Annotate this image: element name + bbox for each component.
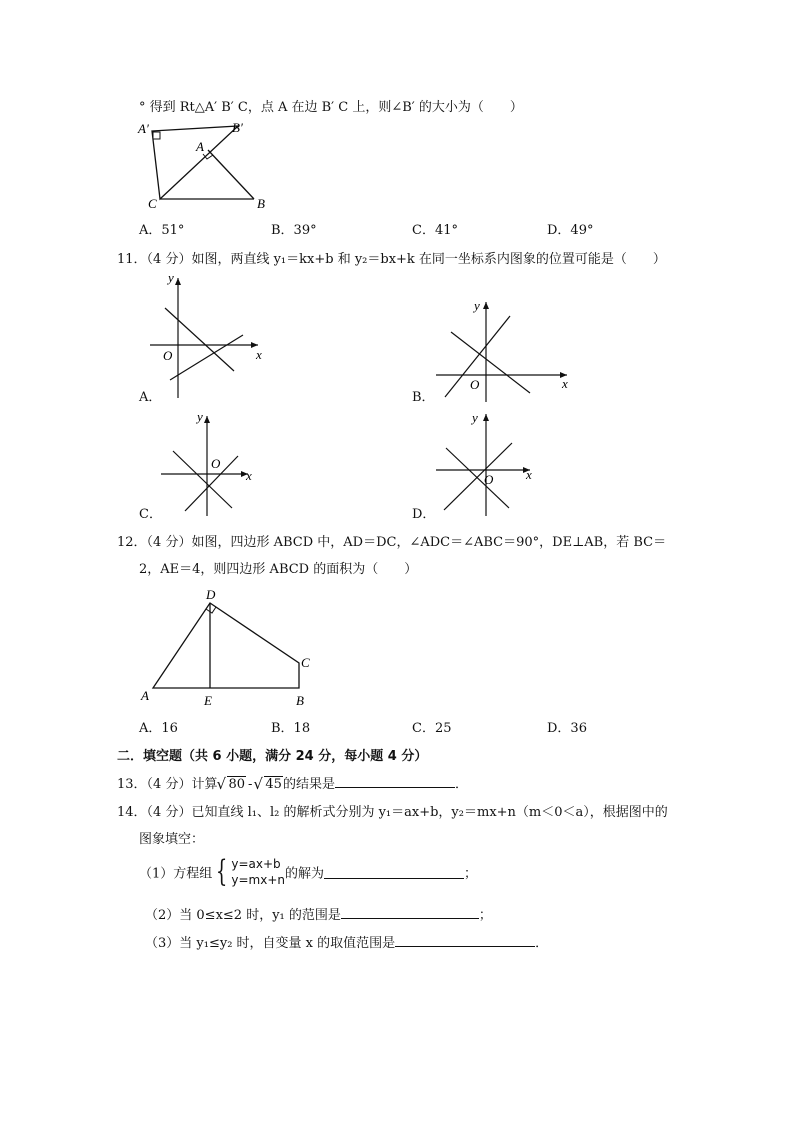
q14-part3-answer-blank[interactable] — [395, 934, 535, 947]
q11-graph-d — [432, 406, 542, 518]
q12-option-c: C．25 — [412, 721, 452, 736]
label-b: B — [257, 196, 265, 210]
q12-option-d: D．36 — [547, 721, 587, 736]
q12-option-b: B．18 — [271, 721, 311, 736]
system-brace: { — [216, 854, 228, 889]
q10-stem: ° 得到 Rt△A′ B′ C，点 A 在边 B′ C 上，则∠B′ 的大小为（ ） — [139, 100, 523, 115]
q14-stem-line2: 图象填空： — [139, 832, 205, 847]
q13-answer-blank[interactable] — [335, 775, 455, 788]
q12-stem-line1: 12．（4 分）如图，四边形 ABCD 中，AD＝DC，∠ADC＝∠ABC＝90°，DE⊥AB，若 BC＝ — [117, 535, 667, 550]
axis-label-y: y — [474, 298, 480, 313]
label-a1: A′ — [138, 121, 149, 136]
q14-stem-line1: 14．（4 分）已知直线 l₁、l₂ 的解析式分别为 y₁＝ax+b，y₂＝mx+n（m＜0＜a），根据图中的 — [117, 805, 668, 820]
q10-option-a: A．51° — [139, 223, 185, 238]
q10-option-d: D．49° — [547, 223, 594, 238]
label-d: D — [206, 587, 216, 602]
label-b: B — [296, 693, 304, 708]
quadrilateral-abcd — [153, 603, 299, 688]
origin-label: O — [470, 377, 480, 392]
q11-stem: 11．（4 分）如图，两直线 y₁＝kx+b 和 y₂＝bx+k 在同一坐标系内图象的位置可能是（ ） — [117, 252, 666, 267]
right-angle-mark-a1 — [153, 132, 160, 139]
equation-1: y=ax+b — [231, 857, 281, 871]
q14-part3: （3）当 y₁≤y₂ 时，自变量 x 的取值范围是 ． — [145, 936, 549, 951]
equation-system — [231, 856, 285, 888]
q11-option-a: A． — [139, 390, 162, 405]
triangle-a1-b1-c — [152, 126, 238, 199]
right-angle-mark-d — [206, 607, 216, 613]
q14-part1: （1）方程组 { y=ax+b y=mx+n 的解为 ； — [139, 854, 478, 889]
label-c: C — [148, 196, 157, 210]
origin-label: O — [484, 472, 494, 487]
q14-part1-answer-blank[interactable] — [324, 866, 464, 879]
segment-a-b — [208, 150, 254, 199]
q14-part1-prefix: （1）方程组 — [139, 866, 213, 882]
label-e: E — [204, 693, 212, 708]
q14-part2: （2）当 0≤x≤2 时，y₁ 的范围是 ； — [145, 908, 492, 923]
q14-part1-suffix: 的解为 — [284, 866, 324, 882]
q13-minus: - — [248, 777, 253, 792]
q12-option-a: A．16 — [139, 721, 178, 736]
q11-option-c: C． — [139, 507, 162, 522]
q14-part2-answer-blank[interactable] — [341, 906, 479, 919]
label-a: A — [196, 139, 204, 154]
q11-graph-b — [432, 294, 582, 404]
origin-label: O — [163, 348, 173, 363]
axis-label-x: x — [562, 376, 568, 391]
equation-2: y=mx+n — [231, 873, 285, 887]
q13-prefix: 13．（4 分）计算 — [117, 777, 218, 792]
axis-label-x: x — [256, 347, 262, 362]
q10-option-c: C．41° — [412, 223, 458, 238]
axis-label-x: x — [526, 467, 532, 482]
axis-label-x: x — [246, 468, 252, 483]
label-b1: B′ — [232, 120, 243, 135]
label-a: A — [141, 688, 149, 703]
origin-label: O — [211, 456, 221, 471]
q10-figure — [130, 115, 280, 210]
q13-suffix: 的结果是 — [282, 777, 335, 792]
q13-sqrt-80: √ 80 — [218, 777, 246, 792]
q11-option-d: D． — [412, 507, 436, 522]
q12-stem-line2: 2，AE＝4，则四边形 ABCD 的面积为（ ） — [139, 562, 418, 577]
axis-label-y: y — [472, 410, 478, 425]
q13-sqrt-45: √ 45 — [255, 777, 283, 792]
axis-label-y: y — [168, 270, 174, 285]
q11-option-b: B． — [412, 390, 435, 405]
q11-graph-c — [155, 408, 265, 518]
section2-heading: 二．填空题（共 6 小题，满分 24 分，每小题 4 分） — [117, 749, 428, 764]
q11-graph-a — [150, 268, 275, 403]
label-c: C — [301, 655, 310, 670]
q10-option-b: B．39° — [271, 223, 317, 238]
axis-label-y: y — [197, 409, 203, 424]
q12-figure — [135, 583, 325, 711]
q13-line: 13．（4 分）计算√ 80 -√ 45的结果是 ． — [117, 773, 468, 792]
